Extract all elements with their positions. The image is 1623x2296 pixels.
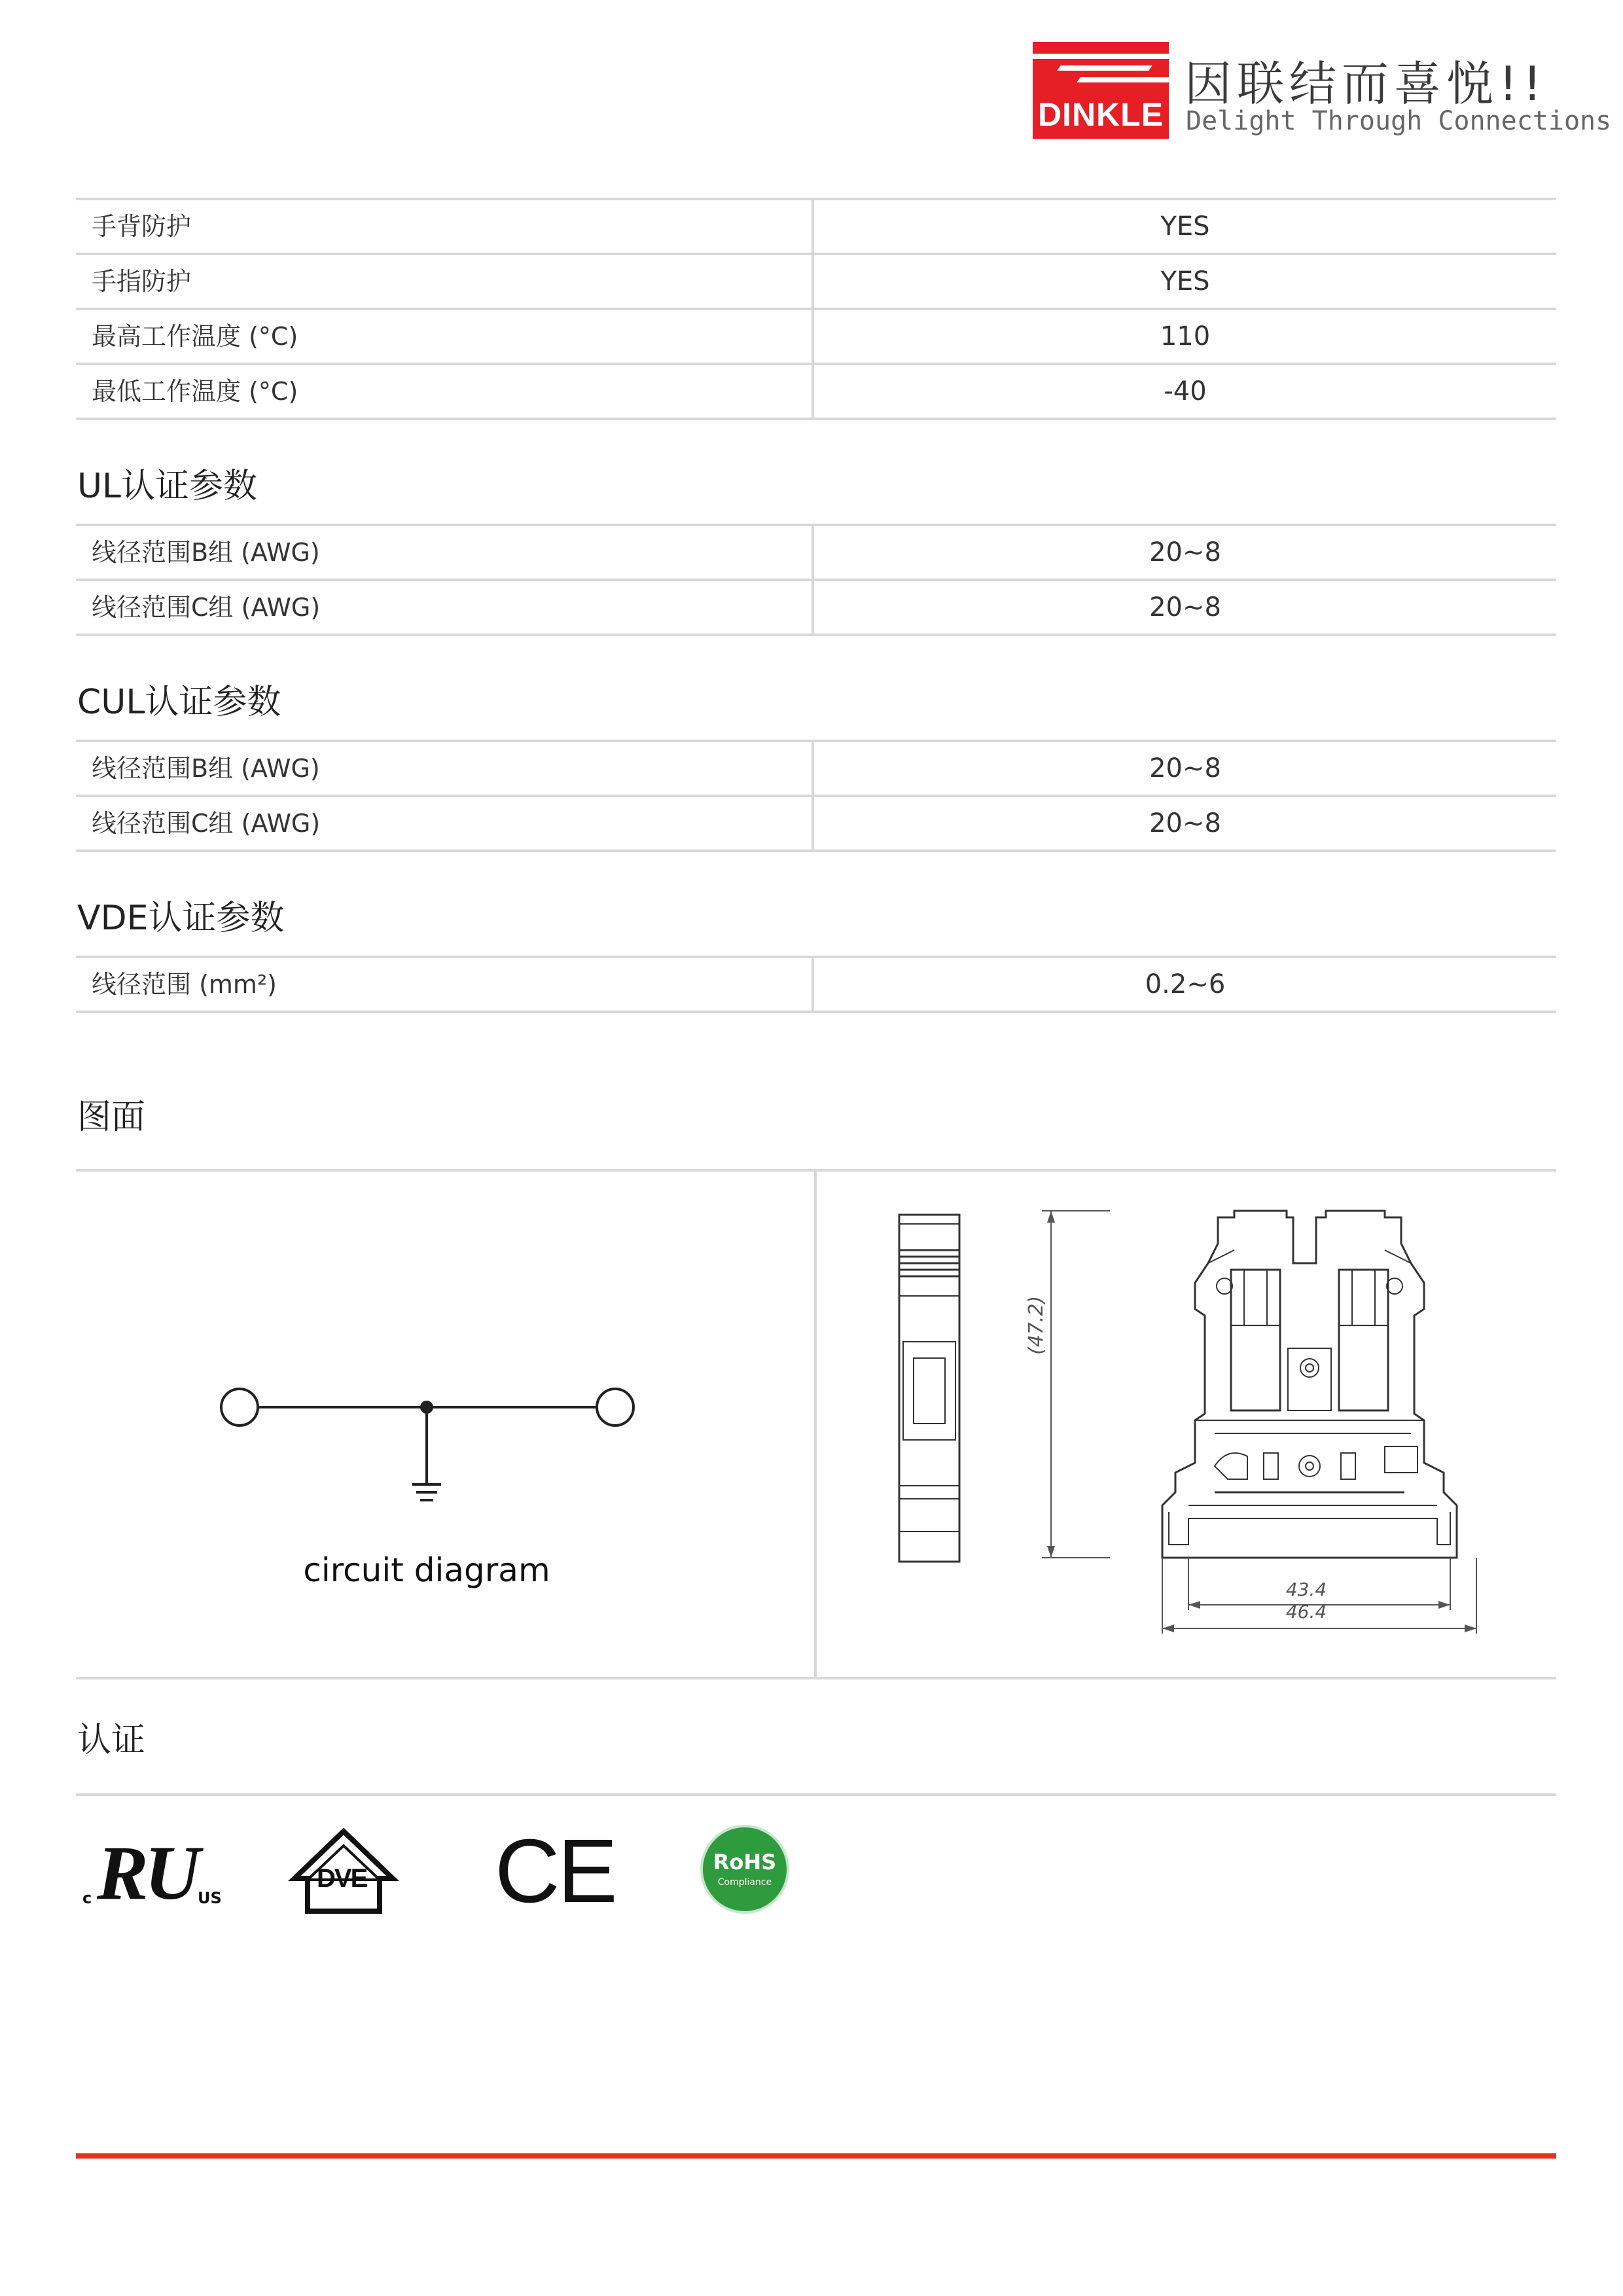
brand-name: DINKLE <box>1037 96 1164 133</box>
spec-label: 最高工作温度 (°C) <box>76 310 814 363</box>
cul-spec-table <box>76 740 1556 852</box>
rohs-mark-label: RoHS <box>713 1850 777 1874</box>
ul-us-label: US <box>198 1889 222 1907</box>
spec-value: 110 <box>1160 321 1211 351</box>
drawing-panel <box>76 1169 1556 1679</box>
spec-value: 20~8 <box>1149 753 1221 783</box>
spec-value: YES <box>1160 211 1210 242</box>
cul-section-title: CUL认证参数 <box>77 683 281 722</box>
spec-value: 20~8 <box>1149 537 1221 567</box>
vde-mark-label: DVE <box>317 1864 367 1893</box>
certification-section-title: 认证 <box>77 1721 146 1760</box>
spec-label: 最低工作温度 (°C) <box>76 365 814 418</box>
table-row <box>76 797 1556 852</box>
certification-divider <box>76 1793 1556 1796</box>
spec-label: 线径范围 (mm²) <box>76 958 814 1011</box>
ul-icon <box>82 1830 222 1916</box>
table-row <box>76 310 1556 365</box>
circuit-diagram-icon <box>207 1368 730 1564</box>
rohs-icon <box>703 1827 787 1911</box>
spec-value: 20~8 <box>1149 592 1221 622</box>
table-row <box>76 200 1556 255</box>
table-row <box>76 365 1556 420</box>
ce-icon <box>495 1820 615 1922</box>
spec-label: 手指防护 <box>76 255 814 308</box>
spec-value: 20~8 <box>1149 808 1221 838</box>
vde-section-title: VDE认证参数 <box>77 899 285 938</box>
ul-mark-label: RU <box>97 1830 196 1916</box>
drawing-section-title: 图面 <box>77 1098 146 1137</box>
ul-section-title: UL认证参数 <box>77 467 258 506</box>
spec-label: 线径范围C组 (AWG) <box>76 581 814 634</box>
table-row <box>76 958 1556 1013</box>
brand-slogan-cn: 因联结而喜悦!! <box>1185 56 1547 111</box>
table-row <box>76 581 1556 636</box>
spec-label: 线径范围C组 (AWG) <box>76 797 814 850</box>
brand-header <box>1033 42 1612 147</box>
ul-c-label: c <box>82 1889 92 1907</box>
spec-label: 手背防护 <box>76 200 814 253</box>
side-view-drawing-icon <box>894 1211 966 1564</box>
dimension-height-label: (47.2) <box>1025 1295 1048 1355</box>
dimension-width-inner-label: 43.4 <box>1285 1579 1327 1600</box>
vde-spec-table <box>76 956 1556 1013</box>
spec-value: 0.2~6 <box>1145 969 1226 999</box>
ul-spec-table <box>76 524 1556 636</box>
circuit-caption: circuit diagram <box>303 1551 550 1589</box>
rohs-sub-label: Compliance <box>717 1877 772 1888</box>
spec-value: YES <box>1160 266 1210 296</box>
dimension-width-outer-label: 46.4 <box>1285 1601 1327 1623</box>
table-row <box>76 526 1556 581</box>
table-row <box>76 742 1556 797</box>
ce-mark-label: CE <box>495 1821 615 1922</box>
spec-label: 线径范围B组 (AWG) <box>76 742 814 795</box>
general-spec-table <box>76 198 1556 420</box>
dinkle-logo-icon <box>1033 42 1169 139</box>
spec-label: 线径范围B组 (AWG) <box>76 526 814 579</box>
footer-divider <box>76 2153 1556 2159</box>
spec-value: -40 <box>1164 376 1207 406</box>
drawing-divider <box>814 1172 817 1677</box>
brand-slogan-en: Delight Through Connections <box>1186 106 1612 136</box>
vde-icon <box>288 1826 399 1918</box>
table-row <box>76 255 1556 310</box>
